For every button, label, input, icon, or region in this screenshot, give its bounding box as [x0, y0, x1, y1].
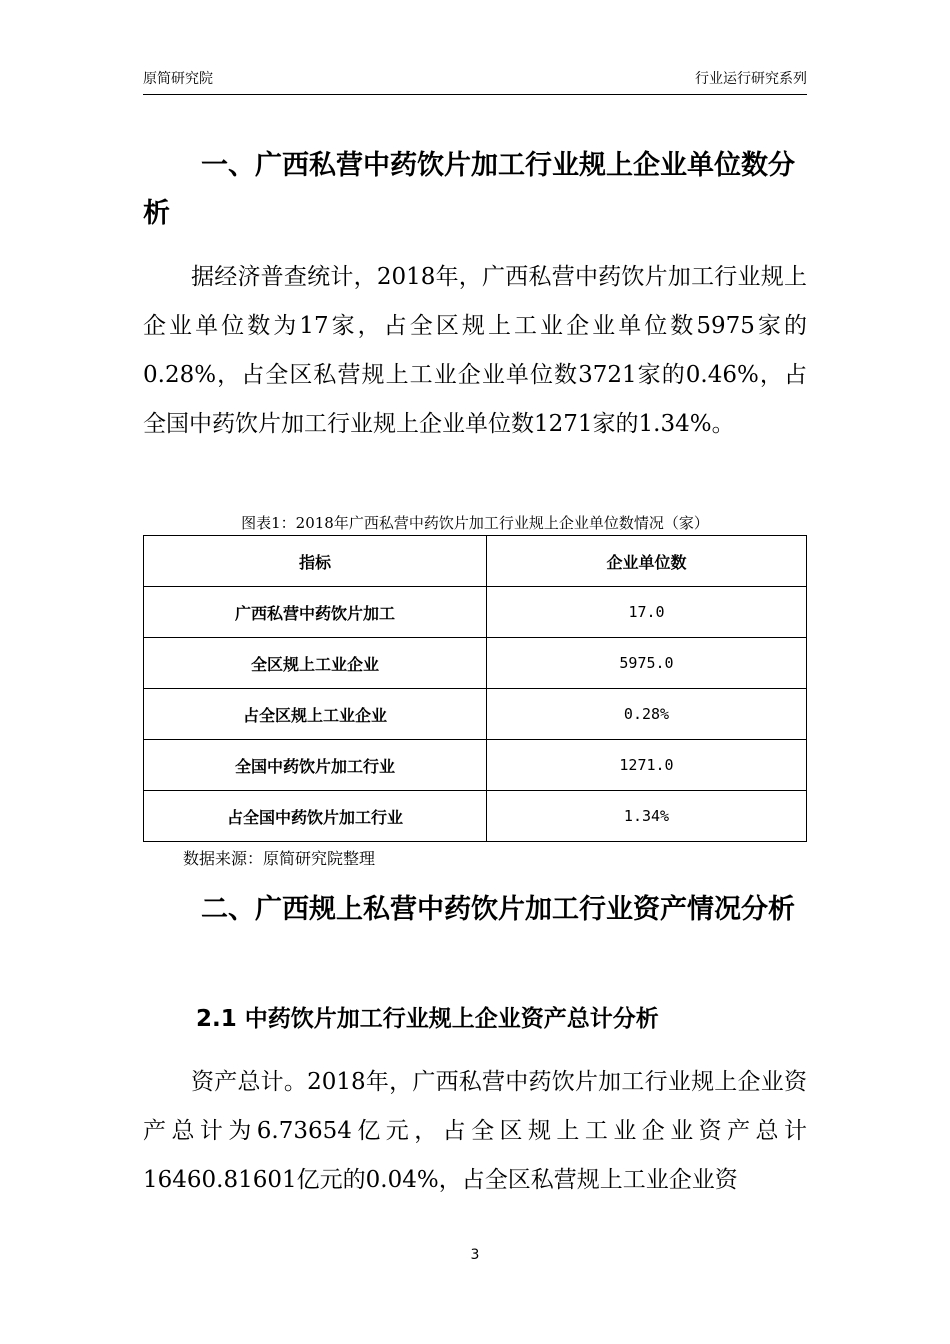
page-header [143, 64, 807, 95]
header-organization: 原简研究院 [143, 71, 213, 87]
table-row [144, 791, 807, 842]
table-caption: 图表1：2018年广西私营中药饮片加工行业规上企业单位数情况（家） [241, 514, 709, 532]
section2-paragraph: 资产总计。2018年，广西私营中药饮片加工行业规上企业资产总计为6.73654亿元，占全区规上工业企业资产总计16460.81601亿元的0.04%，占全区私营规上工业企业资 [143, 1069, 807, 1193]
row-label: 占全区规上工业企业 [144, 689, 487, 740]
row-label: 全区规上工业企业 [144, 638, 487, 689]
row-value: 17.0 [487, 587, 807, 638]
row-value: 1271.0 [487, 740, 807, 791]
row-value: 5975.0 [487, 638, 807, 689]
row-label: 广西私营中药饮片加工 [144, 587, 487, 638]
section2-heading: 二、广西规上私营中药饮片加工行业资产情况分析 [201, 894, 795, 925]
enterprise-count-table [143, 535, 807, 842]
column-header-enterprise-count: 企业单位数 [487, 536, 807, 587]
row-label: 占全国中药饮片加工行业 [144, 791, 487, 842]
table-row [144, 638, 807, 689]
table-header-row [144, 536, 807, 587]
row-value: 1.34% [487, 791, 807, 842]
row-label: 全国中药饮片加工行业 [144, 740, 487, 791]
column-header-indicator: 指标 [144, 536, 487, 587]
header-series-title: 行业运行研究系列 [695, 71, 807, 87]
table-source-note: 数据来源：原简研究院整理 [183, 849, 376, 868]
table-row [144, 740, 807, 791]
section2-subheading: 2.1 中药饮片加工行业规上企业资产总计分析 [196, 1006, 659, 1032]
table-row [144, 587, 807, 638]
page-number: 3 [470, 1247, 480, 1263]
table-row [144, 689, 807, 740]
section1-heading: 一、广西私营中药饮片加工行业规上企业单位数分析 [143, 150, 795, 229]
row-value: 0.28% [487, 689, 807, 740]
section1-paragraph: 据经济普查统计，2018年，广西私营中药饮片加工行业规上企业单位数为17家，占全区规上工业企业单位数5975家的0.28%，占全区私营规上工业企业单位数3721家的0.46%，占全国中药饮片加工行业规上企业单位数1271家的1.34%。 [143, 264, 807, 437]
